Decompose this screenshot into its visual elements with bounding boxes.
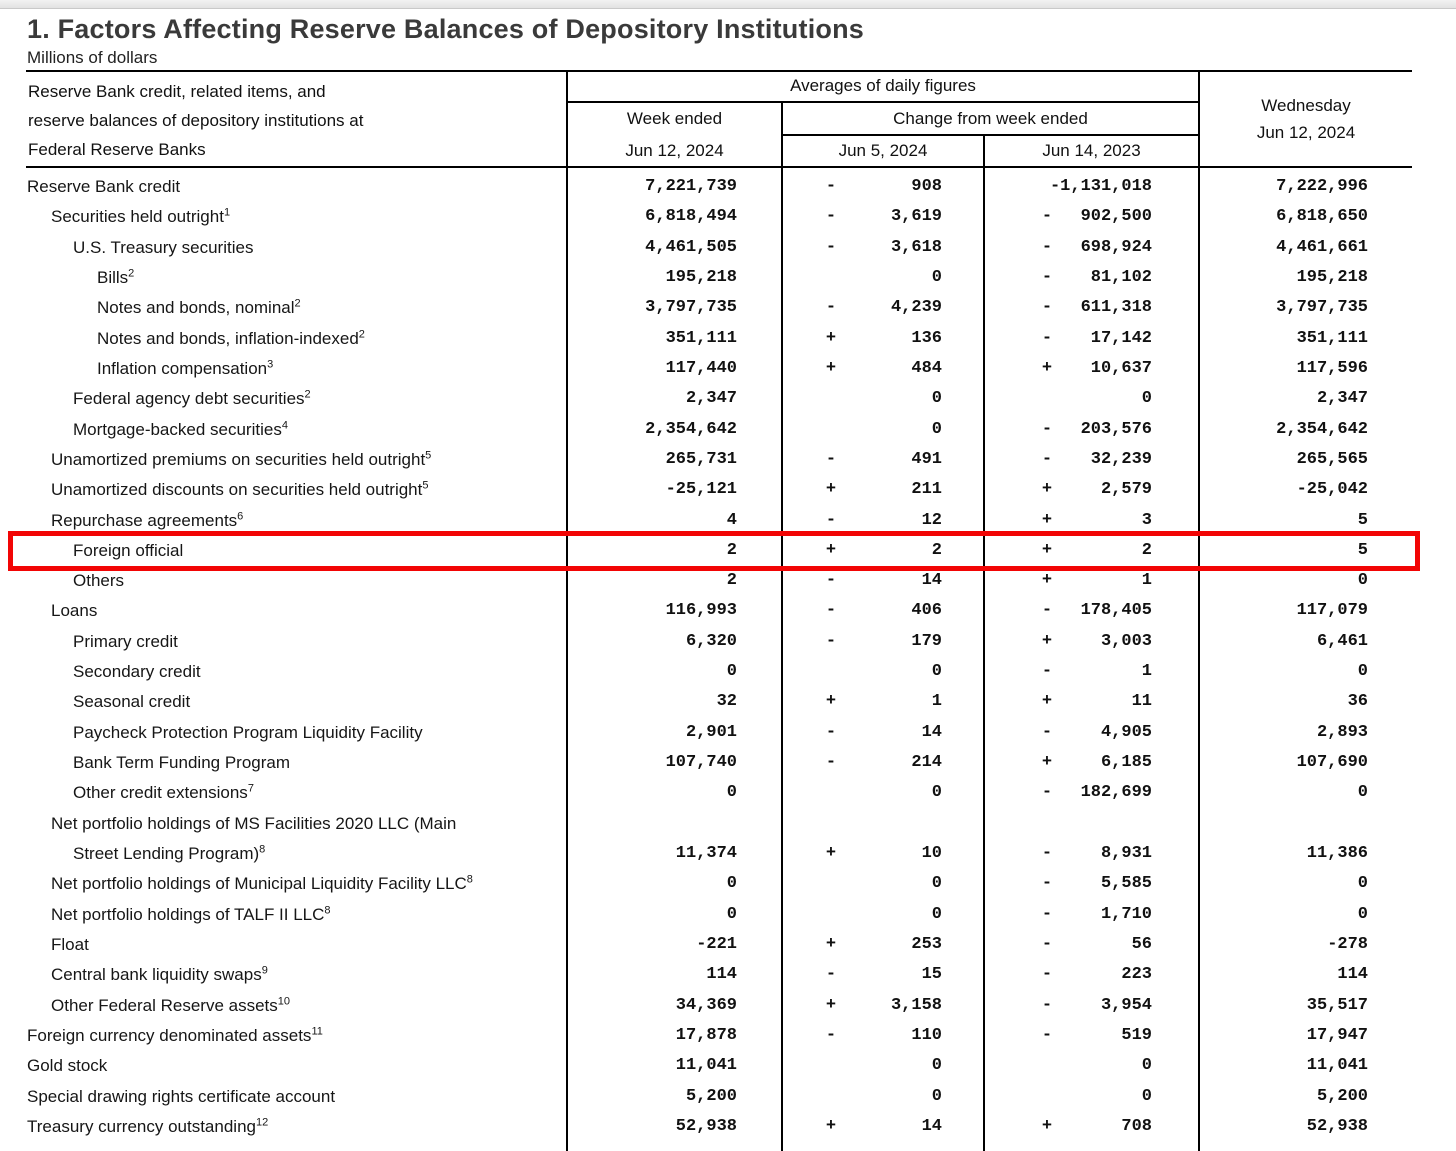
change1-value: 136: [911, 329, 942, 348]
change2-value: 698,924: [1080, 238, 1152, 257]
change2-value: 5,585: [1100, 874, 1152, 893]
week-ended-value: 52,938: [675, 1117, 737, 1136]
change1-value: 179: [911, 632, 942, 651]
week-ended-value: -25,121: [665, 480, 737, 499]
change2-value: 4,905: [1100, 723, 1152, 742]
change2-value: 178,405: [1080, 601, 1152, 620]
change1-sign: -: [825, 298, 837, 317]
page-title: 1. Factors Affecting Reserve Balances of Depository Institutions: [27, 14, 864, 44]
wednesday-value: 6,461: [1316, 632, 1368, 651]
wednesday-value: 3,797,735: [1276, 298, 1368, 317]
row-label: Bank Term Funding Program: [73, 753, 291, 772]
footnote-marker: 2: [128, 267, 135, 280]
change1-sign: +: [825, 935, 837, 954]
row-label: Primary credit: [73, 632, 178, 651]
week-ended-value: 351,111: [665, 329, 737, 348]
week-ended-value: 4,461,505: [645, 238, 737, 257]
wednesday-value: 5,200: [1316, 1087, 1368, 1106]
wednesday-value: 5: [1357, 511, 1368, 530]
change1-value: 0: [931, 783, 942, 802]
change2-value: 17,142: [1090, 329, 1152, 348]
change2-sign: +: [1041, 632, 1053, 651]
change1-value: 0: [931, 420, 942, 439]
change1-sign: +: [825, 844, 837, 863]
change2-value: 182,699: [1080, 783, 1152, 802]
wednesday-value: 4,461,661: [1276, 238, 1368, 257]
change1-value: 0: [931, 905, 942, 924]
change2-sign: -: [1041, 723, 1053, 742]
week-ended-value: 6,818,494: [645, 207, 737, 226]
change2-value: 902,500: [1080, 207, 1152, 226]
header-bottom-line: [26, 166, 1412, 168]
change1-sign: -: [825, 723, 837, 742]
footnote-marker: 11: [311, 1025, 323, 1038]
change1-sign: -: [825, 1026, 837, 1045]
change2-sign: +: [1041, 571, 1053, 590]
change2-value: -1,131,018: [1049, 177, 1152, 196]
week-ended-value: 2: [726, 571, 737, 590]
change1-value: 3,158: [890, 996, 942, 1015]
row-label: Seasonal credit: [73, 692, 191, 711]
change2-value: 708: [1121, 1117, 1152, 1136]
change2-sign: -: [1041, 662, 1053, 681]
wednesday-value: 0: [1357, 571, 1368, 590]
change2-value: 2,579: [1100, 480, 1152, 499]
row-label: Foreign official: [73, 541, 184, 560]
change1-sign: -: [825, 753, 837, 772]
change1-value: 484: [911, 359, 942, 378]
units-label: Millions of dollars: [27, 48, 158, 67]
table-row: [0, 1111, 1456, 1142]
change-col1-date: Jun 5, 2024: [838, 141, 928, 160]
week-ended-value: 2,901: [685, 723, 737, 742]
row-label: Net portfolio holdings of MS Facilities 2020 LLC (Main: [51, 814, 457, 833]
table-row: [0, 899, 1456, 930]
footnote-marker: 5: [422, 479, 429, 492]
change2-sign: -: [1041, 268, 1053, 287]
change2-sign: -: [1041, 905, 1053, 924]
footnote-marker: 6: [237, 510, 244, 523]
wednesday-value: 0: [1357, 874, 1368, 893]
table-row: [0, 474, 1456, 505]
change2-value: 1: [1141, 571, 1152, 590]
change1-sign: -: [825, 450, 837, 469]
change-from-week-header: Change from week ended: [893, 108, 1088, 128]
row-label: Federal agency debt securities$^2$: [73, 388, 311, 408]
week-ended-value: 0: [726, 905, 737, 924]
change1-value: 0: [931, 1087, 942, 1106]
week-ended-value: 265,731: [665, 450, 737, 469]
change2-sign: +: [1041, 359, 1053, 378]
change2-value: 2: [1141, 541, 1152, 560]
change1-sign: +: [825, 359, 837, 378]
table-row: [0, 444, 1456, 475]
change1-sign: -: [825, 601, 837, 620]
change2-sign: -: [1041, 844, 1053, 863]
change1-sign: +: [825, 541, 837, 560]
highlight-box-foreign-official: [8, 531, 1420, 571]
wednesday-value: 6,818,650: [1276, 207, 1368, 226]
change2-sign: -: [1041, 207, 1053, 226]
wednesday-value: 0: [1357, 783, 1368, 802]
wednesday-value: 11,386: [1306, 844, 1368, 863]
change2-value: 1,710: [1100, 905, 1152, 924]
wednesday-value: -278: [1327, 935, 1368, 954]
footnote-marker: 8: [324, 904, 331, 917]
stub-line-1: Reserve Bank credit, related items, and: [28, 82, 326, 101]
change1-sign: +: [825, 996, 837, 1015]
row-label: Secondary credit: [73, 662, 201, 681]
week-ended-value: 116,993: [665, 601, 737, 620]
row-label: Treasury currency outstanding$^{12}$: [27, 1116, 269, 1136]
table-row: [0, 838, 1456, 869]
change1-sign: -: [825, 965, 837, 984]
change2-sign: -: [1041, 965, 1053, 984]
row-label: Others: [73, 571, 125, 590]
table-row: [0, 171, 1456, 202]
week-ended-value: 114: [706, 965, 737, 984]
change2-sign: -: [1041, 935, 1053, 954]
change2-value: 519: [1121, 1026, 1152, 1045]
table-row: [0, 1020, 1456, 1051]
row-label: Street Lending Program)$^8$: [73, 843, 266, 863]
wednesday-value: 117,596: [1296, 359, 1368, 378]
wednesday-value: 117,079: [1296, 601, 1368, 620]
table-row: [0, 353, 1456, 384]
week-ended-value: 0: [726, 783, 737, 802]
row-label: Other Federal Reserve assets$^{10}$: [51, 995, 291, 1015]
row-label: Other credit extensions$^7$: [73, 782, 254, 802]
stub-header: [28, 77, 363, 164]
change2-sign: -: [1041, 601, 1053, 620]
week-ended-value: 3,797,735: [645, 298, 737, 317]
table-row: [0, 990, 1456, 1021]
wednesday-date: Jun 12, 2024: [1256, 122, 1356, 142]
row-label: Float: [51, 935, 89, 954]
wednesday-value: 351,111: [1296, 329, 1368, 348]
change2-sign: -: [1041, 1026, 1053, 1045]
wednesday-value: 2,354,642: [1276, 420, 1368, 439]
change2-value: 203,576: [1080, 420, 1152, 439]
change2-sign: -: [1041, 874, 1053, 893]
row-label: Foreign currency denominated assets$^{11}$: [27, 1025, 323, 1045]
change2-value: 32,239: [1090, 450, 1152, 469]
week-ended-value: 4: [726, 511, 737, 530]
table-row: [0, 292, 1456, 323]
change2-sign: +: [1041, 1117, 1053, 1136]
week-ended-value: 0: [726, 874, 737, 893]
wednesday-value: 265,565: [1296, 450, 1368, 469]
change1-value: 10: [921, 844, 942, 863]
change1-value: 253: [911, 935, 942, 954]
wednesday-value: 0: [1357, 905, 1368, 924]
change1-value: 3,618: [890, 238, 942, 257]
row-label: Loans: [51, 601, 98, 620]
table-row: [0, 201, 1456, 232]
change1-sign: -: [825, 571, 837, 590]
table-row: [0, 1050, 1456, 1081]
week-ended-value: 11,041: [675, 1056, 737, 1075]
table-row: [0, 808, 1456, 839]
week-ended-value: 107,740: [665, 753, 737, 772]
change1-sign: -: [825, 238, 837, 257]
change2-sign: -: [1041, 298, 1053, 317]
row-label: Securities held outright$^1$: [51, 206, 231, 226]
change2-value: 223: [1121, 965, 1152, 984]
footnote-marker: 3: [267, 358, 274, 371]
week-ended-value: 117,440: [665, 359, 737, 378]
change2-sign: -: [1041, 996, 1053, 1015]
change1-value: 3,619: [890, 207, 942, 226]
change2-sign: +: [1041, 692, 1053, 711]
change2-sign: +: [1041, 541, 1053, 560]
wednesday-header: [1200, 71, 1412, 166]
change1-value: 15: [921, 965, 942, 984]
change1-value: 491: [911, 450, 942, 469]
change1-value: 1: [931, 692, 942, 711]
week-ended-value: 2: [726, 541, 737, 560]
wednesday-value: 2,893: [1316, 723, 1368, 742]
footnote-marker: 9: [261, 964, 268, 977]
footnote-marker: 5: [425, 449, 432, 462]
change2-sign: -: [1041, 783, 1053, 802]
wednesday-value: 35,517: [1306, 996, 1368, 1015]
change2-value: 611,318: [1080, 298, 1152, 317]
change2-sign: +: [1041, 511, 1053, 530]
change1-value: 406: [911, 601, 942, 620]
week-ended-value: 17,878: [675, 1026, 737, 1045]
row-label: Paycheck Protection Program Liquidity Facility: [73, 723, 423, 742]
change1-sign: +: [825, 1117, 837, 1136]
change2-value: 8,931: [1100, 844, 1152, 863]
change2-sign: -: [1041, 450, 1053, 469]
change1-value: 14: [921, 723, 942, 742]
row-label: Central bank liquidity swaps$^9$: [51, 964, 268, 984]
change1-value: 4,239: [890, 298, 942, 317]
row-label: Reserve Bank credit: [27, 177, 181, 196]
table-row: [0, 868, 1456, 899]
week-ended-value: -221: [696, 935, 737, 954]
row-label: Net portfolio holdings of TALF II LLC$^8$: [51, 904, 331, 924]
change1-value: 12: [921, 511, 942, 530]
change1-sign: -: [825, 511, 837, 530]
row-label: Notes and bonds, inflation-indexed$^2$: [97, 328, 365, 348]
change1-sign: -: [825, 177, 837, 196]
wednesday-value: -25,042: [1296, 480, 1368, 499]
week-ended-value: 34,369: [675, 996, 737, 1015]
wednesday-value: 52,938: [1306, 1117, 1368, 1136]
wednesday-label: Wednesday: [1261, 95, 1351, 115]
wednesday-value: 0: [1357, 662, 1368, 681]
week-ended-value: 7,221,739: [645, 177, 737, 196]
footnote-marker: 2: [304, 388, 311, 401]
change2-value: 3: [1141, 511, 1152, 530]
change2-value: 3,003: [1100, 632, 1152, 651]
table-row: [0, 717, 1456, 748]
week-ended-value: 2,354,642: [645, 420, 737, 439]
change1-value: 14: [921, 1117, 942, 1136]
change2-value: 6,185: [1100, 753, 1152, 772]
row-label: Gold stock: [27, 1056, 108, 1075]
change2-value: 0: [1141, 1056, 1152, 1075]
change2-value: 81,102: [1090, 268, 1152, 287]
wednesday-value: 36: [1347, 692, 1368, 711]
week-ended-value: 32: [716, 692, 737, 711]
change1-value: 0: [931, 874, 942, 893]
table-row: [0, 414, 1456, 445]
change2-value: 0: [1141, 389, 1152, 408]
wednesday-value: 107,690: [1296, 753, 1368, 772]
week-ended-value: 2,347: [685, 389, 737, 408]
table-row: [0, 686, 1456, 717]
change2-value: 3,954: [1100, 996, 1152, 1015]
row-label: Unamortized discounts on securities held outright$^5$: [51, 479, 429, 499]
week-ended-value: 0: [726, 662, 737, 681]
week-ended-value: 195,218: [665, 268, 737, 287]
change2-value: 56: [1131, 935, 1152, 954]
footnote-marker: 2: [358, 328, 365, 341]
change1-value: 0: [931, 268, 942, 287]
change1-sign: +: [825, 480, 837, 499]
wednesday-value: 195,218: [1296, 268, 1368, 287]
table-row: [0, 929, 1456, 960]
change1-value: 0: [931, 389, 942, 408]
week-ended-header: Week ended: [626, 108, 723, 128]
change2-sign: +: [1041, 753, 1053, 772]
row-label: Unamortized premiums on securities held outright$^5$: [51, 449, 432, 469]
wednesday-value: 17,947: [1306, 1026, 1368, 1045]
change-col2-date: Jun 14, 2023: [1042, 141, 1141, 160]
row-label: Inflation compensation$^3$: [97, 358, 274, 378]
row-label: Mortgage-backed securities$^4$: [73, 419, 288, 439]
change1-value: 0: [931, 662, 942, 681]
footnote-marker: 10: [277, 995, 291, 1008]
week-ended-value: 5,200: [685, 1087, 737, 1106]
table-row: [0, 323, 1456, 354]
change1-value: 14: [921, 571, 942, 590]
footnote-marker: 4: [281, 419, 288, 432]
change1-sign: -: [825, 632, 837, 651]
change1-value: 2: [931, 541, 942, 560]
table-row: [0, 959, 1456, 990]
week-ended-value: 11,374: [675, 844, 737, 863]
wednesday-value: 11,041: [1306, 1056, 1368, 1075]
change2-sign: -: [1041, 420, 1053, 439]
change1-sign: -: [825, 207, 837, 226]
change2-value: 11: [1131, 692, 1152, 711]
change2-sign: -: [1041, 329, 1053, 348]
table-row: [0, 383, 1456, 414]
wednesday-value: 5: [1357, 541, 1368, 560]
table-row: [0, 262, 1456, 293]
table-row: [0, 1081, 1456, 1112]
wednesday-value: 114: [1337, 965, 1368, 984]
averages-header: Averages of daily figures: [790, 76, 976, 95]
table-row: [0, 232, 1456, 263]
footnote-marker: 12: [255, 1116, 269, 1129]
change1-value: 908: [911, 177, 942, 196]
change1-value: 0: [931, 1056, 942, 1075]
change2-value: 10,637: [1090, 359, 1152, 378]
change2-sign: +: [1041, 480, 1053, 499]
change1-value: 214: [911, 753, 942, 772]
change2-value: 0: [1141, 1087, 1152, 1106]
footnote-marker: 8: [259, 843, 266, 856]
row-label: Net portfolio holdings of Municipal Liquidity Facility LLC$^8$: [51, 873, 473, 893]
footnote-marker: 8: [466, 873, 473, 886]
change1-sign: +: [825, 692, 837, 711]
change1-value: 211: [911, 480, 942, 499]
table-row: [0, 595, 1456, 626]
table-row: [0, 656, 1456, 687]
stub-line-3: Federal Reserve Banks: [28, 140, 206, 159]
footnote-marker: 7: [247, 782, 254, 795]
row-label: Repurchase agreements$^6$: [51, 510, 244, 530]
table-row: [0, 777, 1456, 808]
change1-value: 110: [911, 1026, 942, 1045]
row-label: Special drawing rights certificate account: [27, 1087, 336, 1106]
change2-sign: -: [1041, 238, 1053, 257]
footnote-marker: 1: [223, 206, 231, 219]
wednesday-value: 2,347: [1316, 389, 1368, 408]
row-label: Bills$^2$: [97, 267, 135, 287]
wednesday-value: 7,222,996: [1276, 177, 1368, 196]
footnote-marker: 2: [294, 297, 301, 310]
change1-sign: +: [825, 329, 837, 348]
week-ended-value: 6,320: [685, 632, 737, 651]
table-row: [0, 747, 1456, 778]
change2-value: 1: [1141, 662, 1152, 681]
row-label: Notes and bonds, nominal$^2$: [97, 297, 301, 317]
table-row: [0, 626, 1456, 657]
week-ended-date: Jun 12, 2024: [625, 141, 724, 160]
stub-line-2: reserve balances of depository institutions at: [28, 111, 364, 130]
row-label: U.S. Treasury securities: [73, 238, 254, 257]
